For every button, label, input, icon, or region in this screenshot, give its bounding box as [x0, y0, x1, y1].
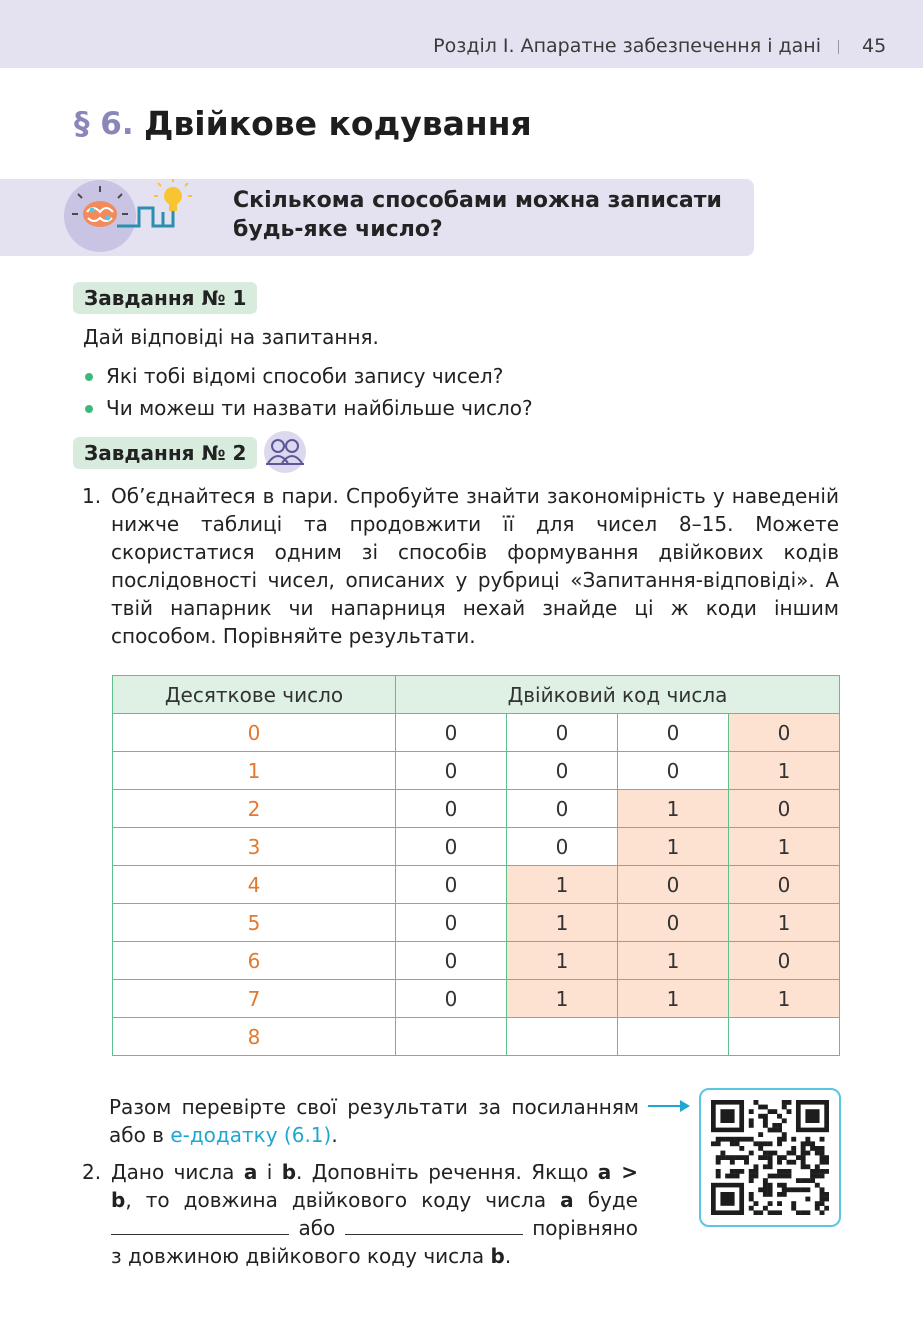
header-divider — [838, 40, 839, 54]
key-question — [233, 186, 733, 244]
list-item: Які тобі відомі способи запису чисел? — [83, 360, 533, 392]
key-question-line-1: Скількома способами можна записати — [233, 188, 722, 213]
task-2-label: Завдання № 2 — [73, 437, 257, 469]
table-row — [113, 942, 840, 980]
task-2-item-1-number: 1. — [82, 484, 102, 508]
table-row — [113, 752, 840, 790]
e-appendix-link[interactable]: е-додатку (6.1) — [170, 1123, 332, 1147]
condition: a > b — [111, 1160, 638, 1212]
binary-digit-cell: 0 — [396, 828, 507, 866]
sentence-part: і — [257, 1160, 282, 1184]
pair-work-icon — [262, 430, 308, 474]
section-title: Двійкове кодування — [144, 104, 532, 143]
check-results-sentence: Разом перевірте свої результати за посиланням або в — [109, 1095, 639, 1147]
binary-digit-cell[interactable] — [507, 1018, 618, 1056]
table-row — [113, 866, 840, 904]
decimal-cell: 6 — [113, 942, 396, 980]
binary-digit-cell: 1 — [729, 904, 840, 942]
sentence-part: порівняно з довжиною двійкового коду числа — [111, 1216, 638, 1268]
task-2-item-1-text: Об’єднайтеся в пари. Спробуйте знайти закономірність у наведеній нижче таблиці та продовжити її для чисел 8–15. Можете скористатися одним зі способів формування двійкових кодів послідовності чисел, описаних у рубриці «Запитання-відповіді». А твій напарник чи напарниця нехай знайде ці ж коди іншим способом. Порівняйте результати. — [111, 484, 839, 648]
table-row — [113, 1018, 840, 1056]
binary-digit-cell: 0 — [729, 942, 840, 980]
binary-digit-cell: 1 — [507, 866, 618, 904]
binary-digit-cell: 0 — [396, 790, 507, 828]
decimal-cell: 2 — [113, 790, 396, 828]
sentence-part: , то довжина двійкового коду числа — [125, 1188, 561, 1212]
binary-digit-cell: 0 — [618, 752, 729, 790]
binary-digit-cell: 0 — [396, 904, 507, 942]
column-header-binary: Двійковий код числа — [396, 676, 840, 714]
table-row — [113, 904, 840, 942]
sentence-part: буде — [573, 1188, 638, 1212]
binary-digit-cell: 0 — [396, 752, 507, 790]
qr-code-frame[interactable] — [699, 1088, 841, 1227]
binary-digit-cell: 1 — [507, 980, 618, 1018]
chapter-title: Розділ І. Апаратне забезпечення і дані — [433, 35, 821, 57]
binary-digit-cell: 0 — [396, 980, 507, 1018]
task-1-questions — [83, 360, 533, 424]
variable-a: a — [243, 1160, 258, 1184]
binary-digit-cell: 0 — [729, 714, 840, 752]
variable-b: b — [490, 1244, 505, 1268]
table-body — [113, 714, 840, 1056]
arrow-right-icon — [648, 1097, 692, 1115]
key-question-line-2: будь-яке число? — [233, 217, 443, 242]
decimal-cell: 5 — [113, 904, 396, 942]
check-results-text — [109, 1093, 639, 1149]
binary-digit-cell: 1 — [729, 980, 840, 1018]
check-results-end: . — [331, 1123, 338, 1147]
table-row — [113, 790, 840, 828]
binary-digit-cell: 1 — [507, 942, 618, 980]
binary-digit-cell: 0 — [507, 714, 618, 752]
decimal-cell: 0 — [113, 714, 396, 752]
list-item: Чи можеш ти назвати найбільше число? — [83, 392, 533, 424]
sentence-part: Дано числа — [111, 1160, 244, 1184]
decimal-cell: 3 — [113, 828, 396, 866]
binary-digit-cell[interactable] — [729, 1018, 840, 1056]
task-2-item-2-number: 2. — [82, 1160, 102, 1184]
answer-blank-1[interactable] — [111, 1217, 289, 1235]
binary-digit-cell[interactable] — [396, 1018, 507, 1056]
task-1-label: Завдання № 1 — [73, 282, 257, 314]
binary-digit-cell: 0 — [396, 942, 507, 980]
column-header-decimal: Десяткове число — [113, 676, 396, 714]
table-row — [113, 828, 840, 866]
binary-digit-cell: 1 — [507, 904, 618, 942]
binary-digit-cell[interactable] — [618, 1018, 729, 1056]
section-number: § 6. — [74, 106, 134, 142]
task-1-intro: Дай відповіді на запитання. — [83, 325, 379, 349]
binary-digit-cell: 1 — [729, 752, 840, 790]
binary-digit-cell: 0 — [618, 904, 729, 942]
page-number: 45 — [862, 35, 887, 57]
task-2-item-2-text — [111, 1158, 638, 1270]
binary-digit-cell: 1 — [618, 790, 729, 828]
binary-digit-cell: 0 — [396, 866, 507, 904]
binary-digit-cell: 0 — [729, 866, 840, 904]
decimal-cell: 8 — [113, 1018, 396, 1056]
binary-digit-cell: 1 — [618, 980, 729, 1018]
decimal-cell: 4 — [113, 866, 396, 904]
binary-digit-cell: 0 — [618, 866, 729, 904]
binary-digit-cell: 0 — [507, 790, 618, 828]
binary-code-table — [112, 675, 840, 1056]
qr-code — [711, 1100, 829, 1215]
binary-digit-cell: 1 — [618, 828, 729, 866]
sentence-part: або — [289, 1216, 345, 1240]
table-header-row — [113, 676, 840, 714]
brain-lightbulb-icon — [62, 178, 202, 256]
table-row — [113, 714, 840, 752]
binary-digit-cell: 1 — [729, 828, 840, 866]
variable-a: a — [560, 1188, 574, 1212]
sentence-part: . Доповніть речення. Якщо — [296, 1160, 598, 1184]
binary-digit-cell: 0 — [729, 790, 840, 828]
binary-digit-cell: 0 — [396, 714, 507, 752]
decimal-cell: 1 — [113, 752, 396, 790]
table-row — [113, 980, 840, 1018]
binary-digit-cell: 0 — [618, 714, 729, 752]
variable-b: b — [281, 1160, 297, 1184]
running-header — [0, 0, 923, 68]
binary-digit-cell: 0 — [507, 828, 618, 866]
decimal-cell: 7 — [113, 980, 396, 1018]
answer-blank-2[interactable] — [345, 1217, 523, 1235]
sentence-part: . — [504, 1244, 512, 1268]
binary-digit-cell: 0 — [507, 752, 618, 790]
binary-digit-cell: 1 — [618, 942, 729, 980]
